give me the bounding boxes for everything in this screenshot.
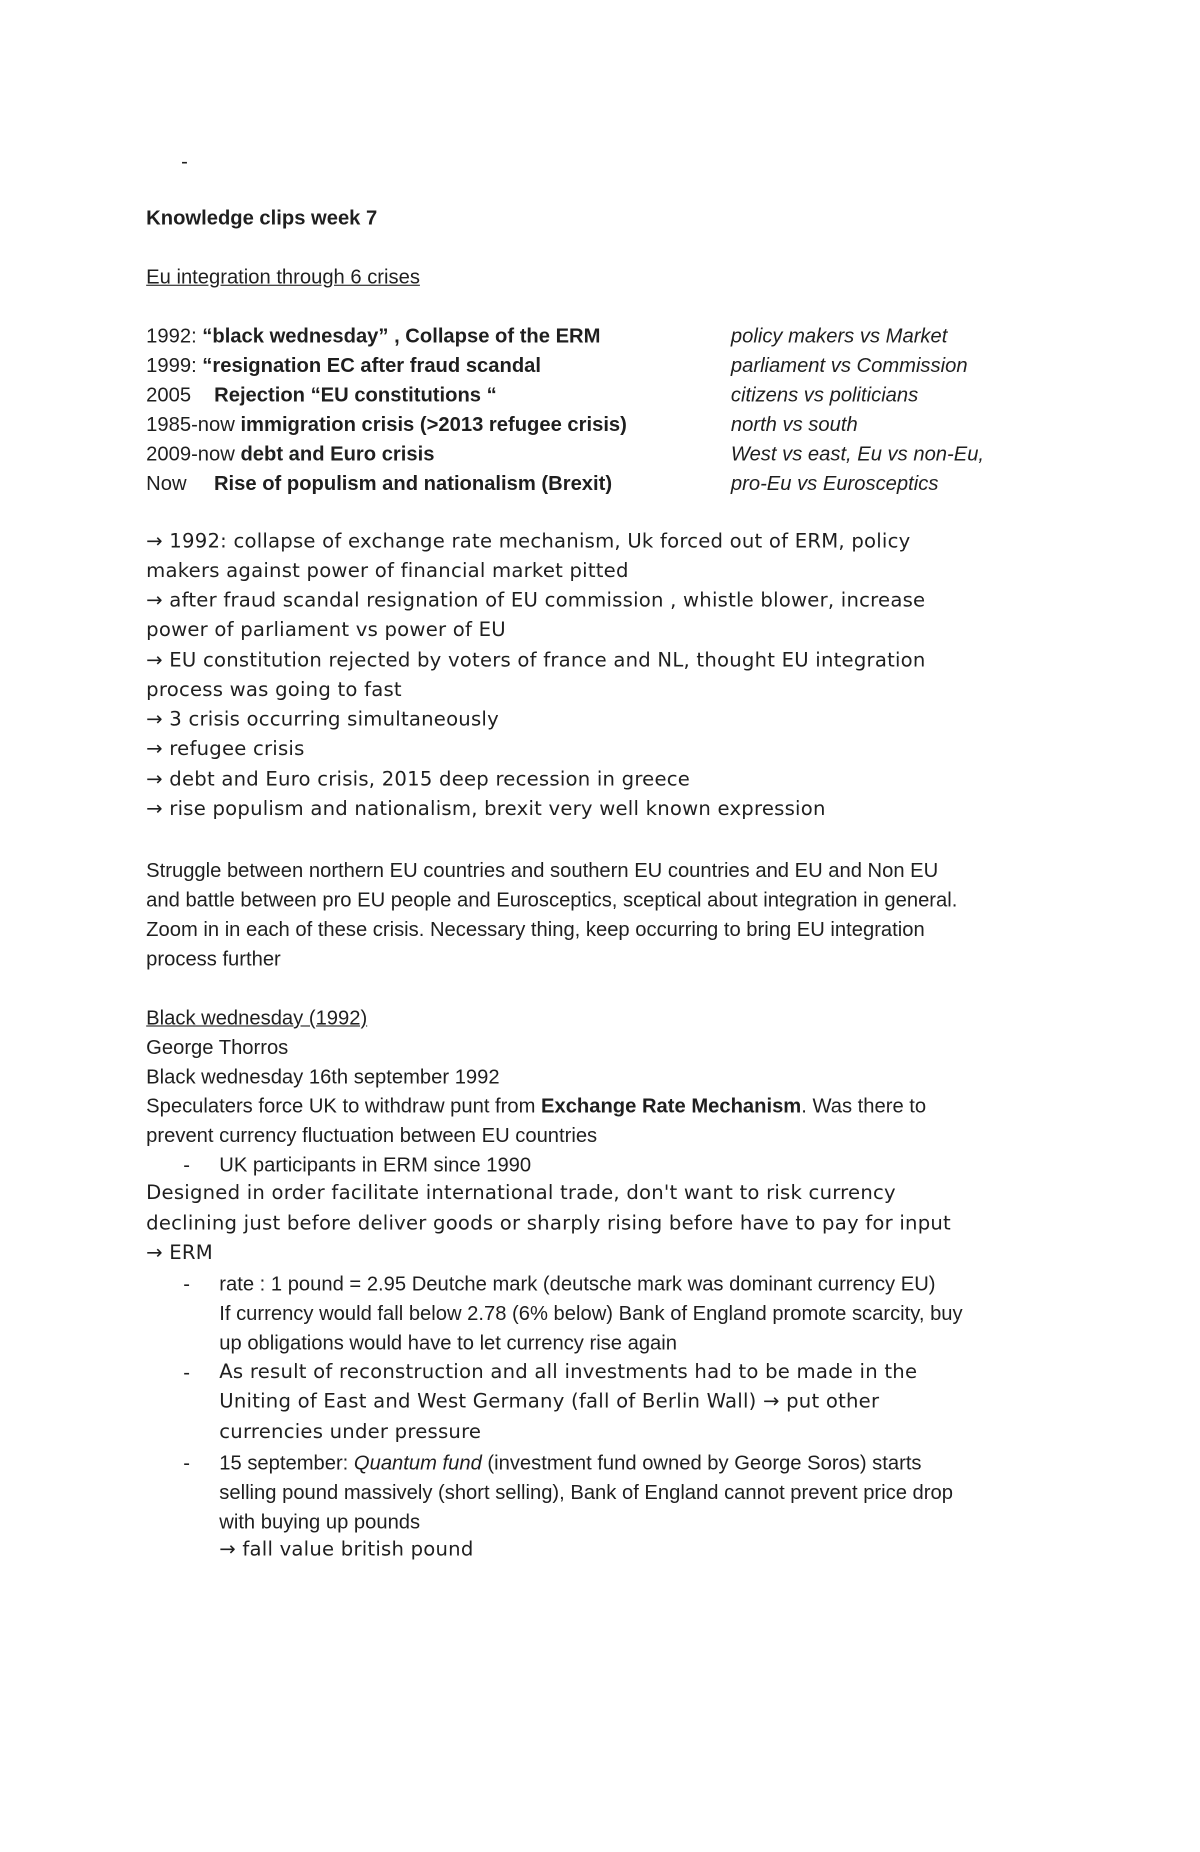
note-line: → after fraud scandal resignation of EU commission , whistle blower, increase — [146, 589, 926, 612]
bullet-text-end: (investment fund owned by George Soros) starts — [481, 1450, 922, 1474]
paragraph-line: Designed in order facilitate international trade, don't want to risk currency — [146, 1181, 896, 1205]
bullet-line: with buying up pounds — [219, 1509, 421, 1533]
crisis-row — [146, 382, 497, 408]
crisis-row — [146, 323, 600, 349]
paragraph-line: Zoom in in each of these crisis. Necessary thing, keep occurring to bring EU integration — [146, 917, 925, 941]
crisis-year: 1992: — [146, 323, 197, 347]
note-line: → rise populism and nationalism, brexit very well known expression — [146, 797, 826, 821]
bullet-dash: - — [183, 1360, 191, 1384]
crisis-year: Now — [146, 471, 187, 495]
paragraph-line: process further — [146, 946, 281, 970]
bullet-line: rate : 1 pound = 2.95 Deutche mark (deutsche mark was dominant currency EU) — [219, 1271, 936, 1295]
section-heading-black-wednesday: Black wednesday (1992) — [146, 1005, 368, 1029]
crisis-conflict: policy makers vs Market — [730, 323, 948, 347]
paragraph-line: and battle between pro EU people and Eurosceptics, sceptical about integration in general. — [146, 887, 958, 911]
crisis-row — [146, 352, 541, 378]
note-line: → 3 crisis occurring simultaneously — [146, 707, 499, 731]
bullet-dash: - — [183, 1271, 191, 1295]
erm-term: Exchange Rate Mechanism — [541, 1094, 802, 1118]
note-line: power of parliament vs power of EU — [146, 618, 506, 642]
crisis-conflict: West vs east, Eu vs non-Eu, — [730, 441, 985, 465]
note-line: → 1992: collapse of exchange rate mechanism, Uk forced out of ERM, policy — [146, 530, 911, 554]
crisis-conflict: pro-Eu vs Eurosceptics — [730, 471, 939, 495]
person-name: George Thorros — [146, 1035, 289, 1059]
quantum-fund-term: Quantum fund — [353, 1450, 482, 1474]
crisis-row — [146, 411, 627, 437]
note-line: process was going to fast — [146, 678, 402, 702]
bullet-line: If currency would fall below 2.78 (6% below) Bank of England promote scarcity, buy — [219, 1301, 963, 1325]
note-line: → EU constitution rejected by voters of france and NL, thought EU integration — [146, 649, 926, 672]
crisis-row — [146, 441, 434, 467]
bullet-line: selling pound massively (short selling), Bank of England cannot prevent price drop — [219, 1480, 953, 1504]
bullet-line: currencies under pressure — [219, 1420, 482, 1444]
crisis-event: Rejection “EU constitutions “ — [214, 382, 497, 406]
bullet-line: up obligations would have to let currency rise again — [219, 1330, 678, 1354]
crisis-conflict: citizens vs politicians — [730, 382, 919, 406]
crisis-row — [146, 470, 612, 496]
note-line: makers against power of financial market pitted — [146, 559, 629, 583]
crisis-year: 1985-now — [146, 412, 235, 436]
crisis-event: Rise of populism and nationalism (Brexit) — [213, 471, 613, 495]
crisis-event: debt and Euro crisis — [240, 441, 435, 465]
paragraph-line: → ERM — [146, 1241, 213, 1265]
bullet-dash: - — [183, 1450, 191, 1474]
paragraph-line: Struggle between northern EU countries and southern EU countries and EU and Non EU — [146, 858, 939, 882]
top-dash-marker: - — [181, 149, 188, 173]
bullet-dash: - — [183, 1153, 191, 1176]
date-line: Black wednesday 16th september 1992 — [146, 1064, 500, 1088]
note-line: → refugee crisis — [146, 737, 305, 761]
bullet-text: 15 september: — [219, 1450, 354, 1474]
paragraph-line: declining just before deliver goods or sharply rising before have to pay for input — [146, 1211, 951, 1235]
crisis-year: 2009-now — [146, 441, 235, 465]
bullet-line — [219, 1450, 921, 1476]
note-line: → debt and Euro crisis, 2015 deep recession in greece — [146, 767, 691, 791]
crisis-year: 2005 — [146, 382, 192, 406]
speculators-line — [146, 1093, 926, 1119]
bullet-line: As result of reconstruction and all investments had to be made in the — [219, 1360, 918, 1384]
section-subtitle: Eu integration through 6 crises — [146, 265, 420, 288]
speculators-line-2: prevent currency fluctuation between EU countries — [146, 1123, 598, 1147]
crisis-conflict: north vs south — [730, 412, 858, 436]
document-title: Knowledge clips week 7 — [146, 206, 378, 230]
crisis-event: “resignation EC after fraud scandal — [202, 353, 541, 377]
crisis-event: “black wednesday” , Collapse of the ERM — [202, 323, 601, 347]
bullet-result-line: → fall value british pound — [219, 1538, 474, 1562]
speculators-text: Speculaters force UK to withdraw punt from — [146, 1094, 542, 1118]
crisis-conflict: parliament vs Commission — [730, 353, 968, 377]
bullet-uk-participants: UK participants in ERM since 1990 — [219, 1153, 532, 1176]
crisis-event: immigration crisis (>2013 refugee crisis) — [240, 412, 627, 436]
speculators-text-end: . Was there to — [801, 1094, 927, 1118]
crisis-year: 1999: — [146, 353, 197, 377]
bullet-line: Uniting of East and West Germany (fall of Berlin Wall) → put other — [219, 1389, 880, 1413]
